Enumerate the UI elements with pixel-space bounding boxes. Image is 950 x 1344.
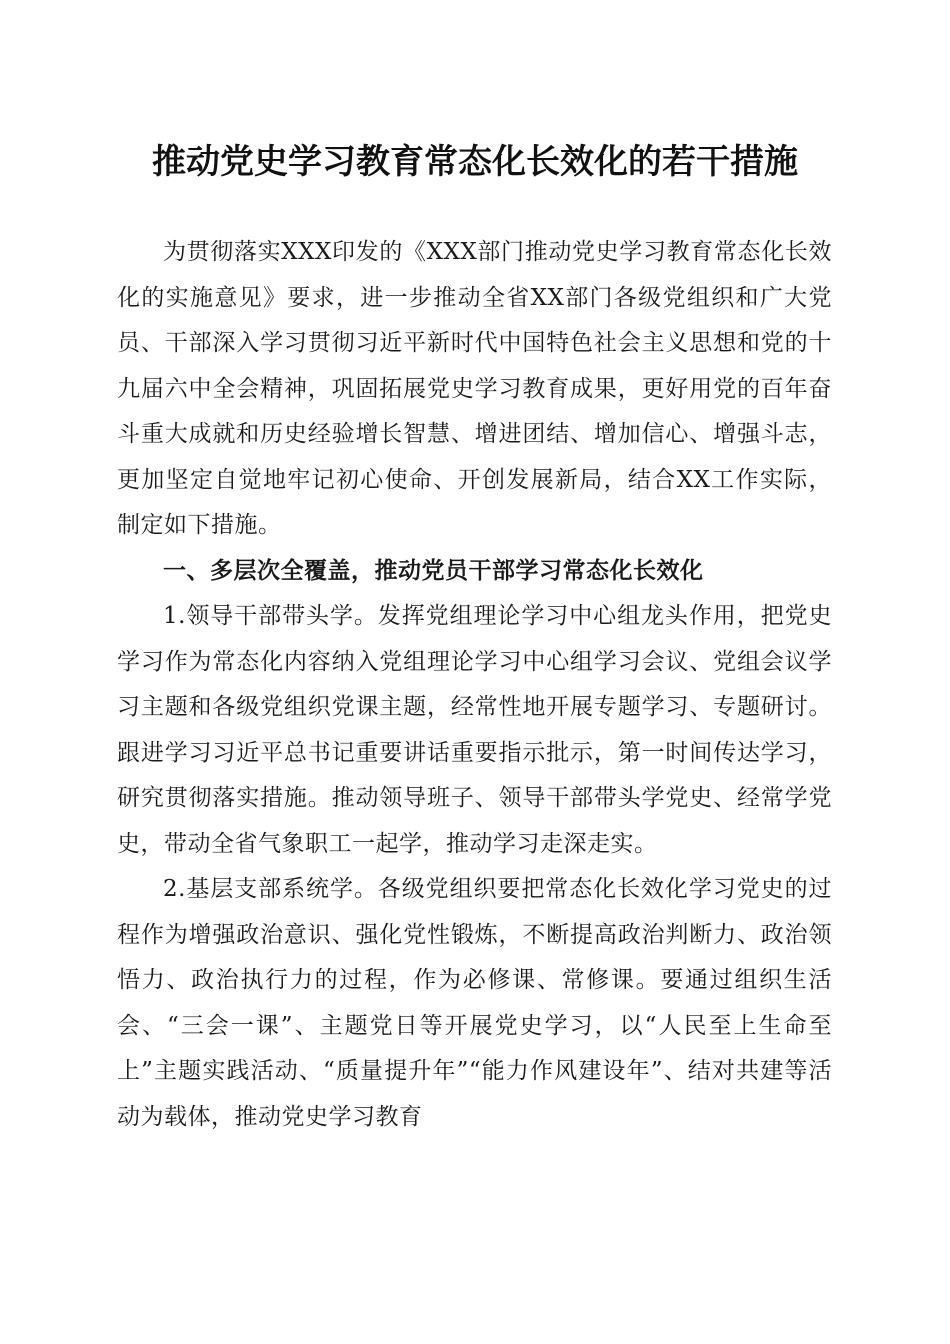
measure-item-2: 2.基层支部系统学。各级党组织要把常态化长效化学习党史的过程作为增强政治意识、强化党性锻炼，不断提高政治判断力、政治领悟力、政治执行力的过程，作为必修课、常修课。要通过组织生活会、“三会一课”、主题党日等开展党史学习，以“人民至上生命至上”主题实践活动、“质量提升年”“能力作风建设年”、结对共建等活动为载体，推动党史学习教育	[117, 876, 832, 1130]
measure-item-1: 1.领导干部带头学。发挥党组理论学习中心组龙头作用，把党史学习作为常态化内容纳入党组理论学习中心组学习会议、党组会议学习主题和各级党组织党课主题，经常性地开展专题学习、专题研讨。跟进学习习近平总书记重要讲话重要指示批示，第一时间传达学习，研究贯彻落实措施。推动领导班子、领导干部带头学党史、经常学党史，带动全省气象职工一起学，推动学习走深走实。	[117, 603, 832, 857]
document-title: 推动党史学习教育常态化长效化的若干措施	[152, 142, 798, 182]
section-heading: 一、多层次全覆盖，推动党员干部学习常态化长效化	[163, 557, 704, 584]
document-body	[117, 230, 832, 1140]
intro-paragraph: 为贯彻落实XXX印发的《XXX部门推动党史学习教育常态化长效化的实施意见》要求，进一步推动全省XX部门各级党组织和广大党员、干部深入学习贯彻习近平新时代中国特色社会主义思想和党的十九届六中全会精神，巩固拓展党史学习教育成果，更好用党的百年奋斗重大成就和历史经验增长智慧、增进团结、增加信心、增强斗志，更加坚定自觉地牢记初心使命、开创发展新局，结合XX工作实际，制定如下措施。	[117, 239, 832, 538]
